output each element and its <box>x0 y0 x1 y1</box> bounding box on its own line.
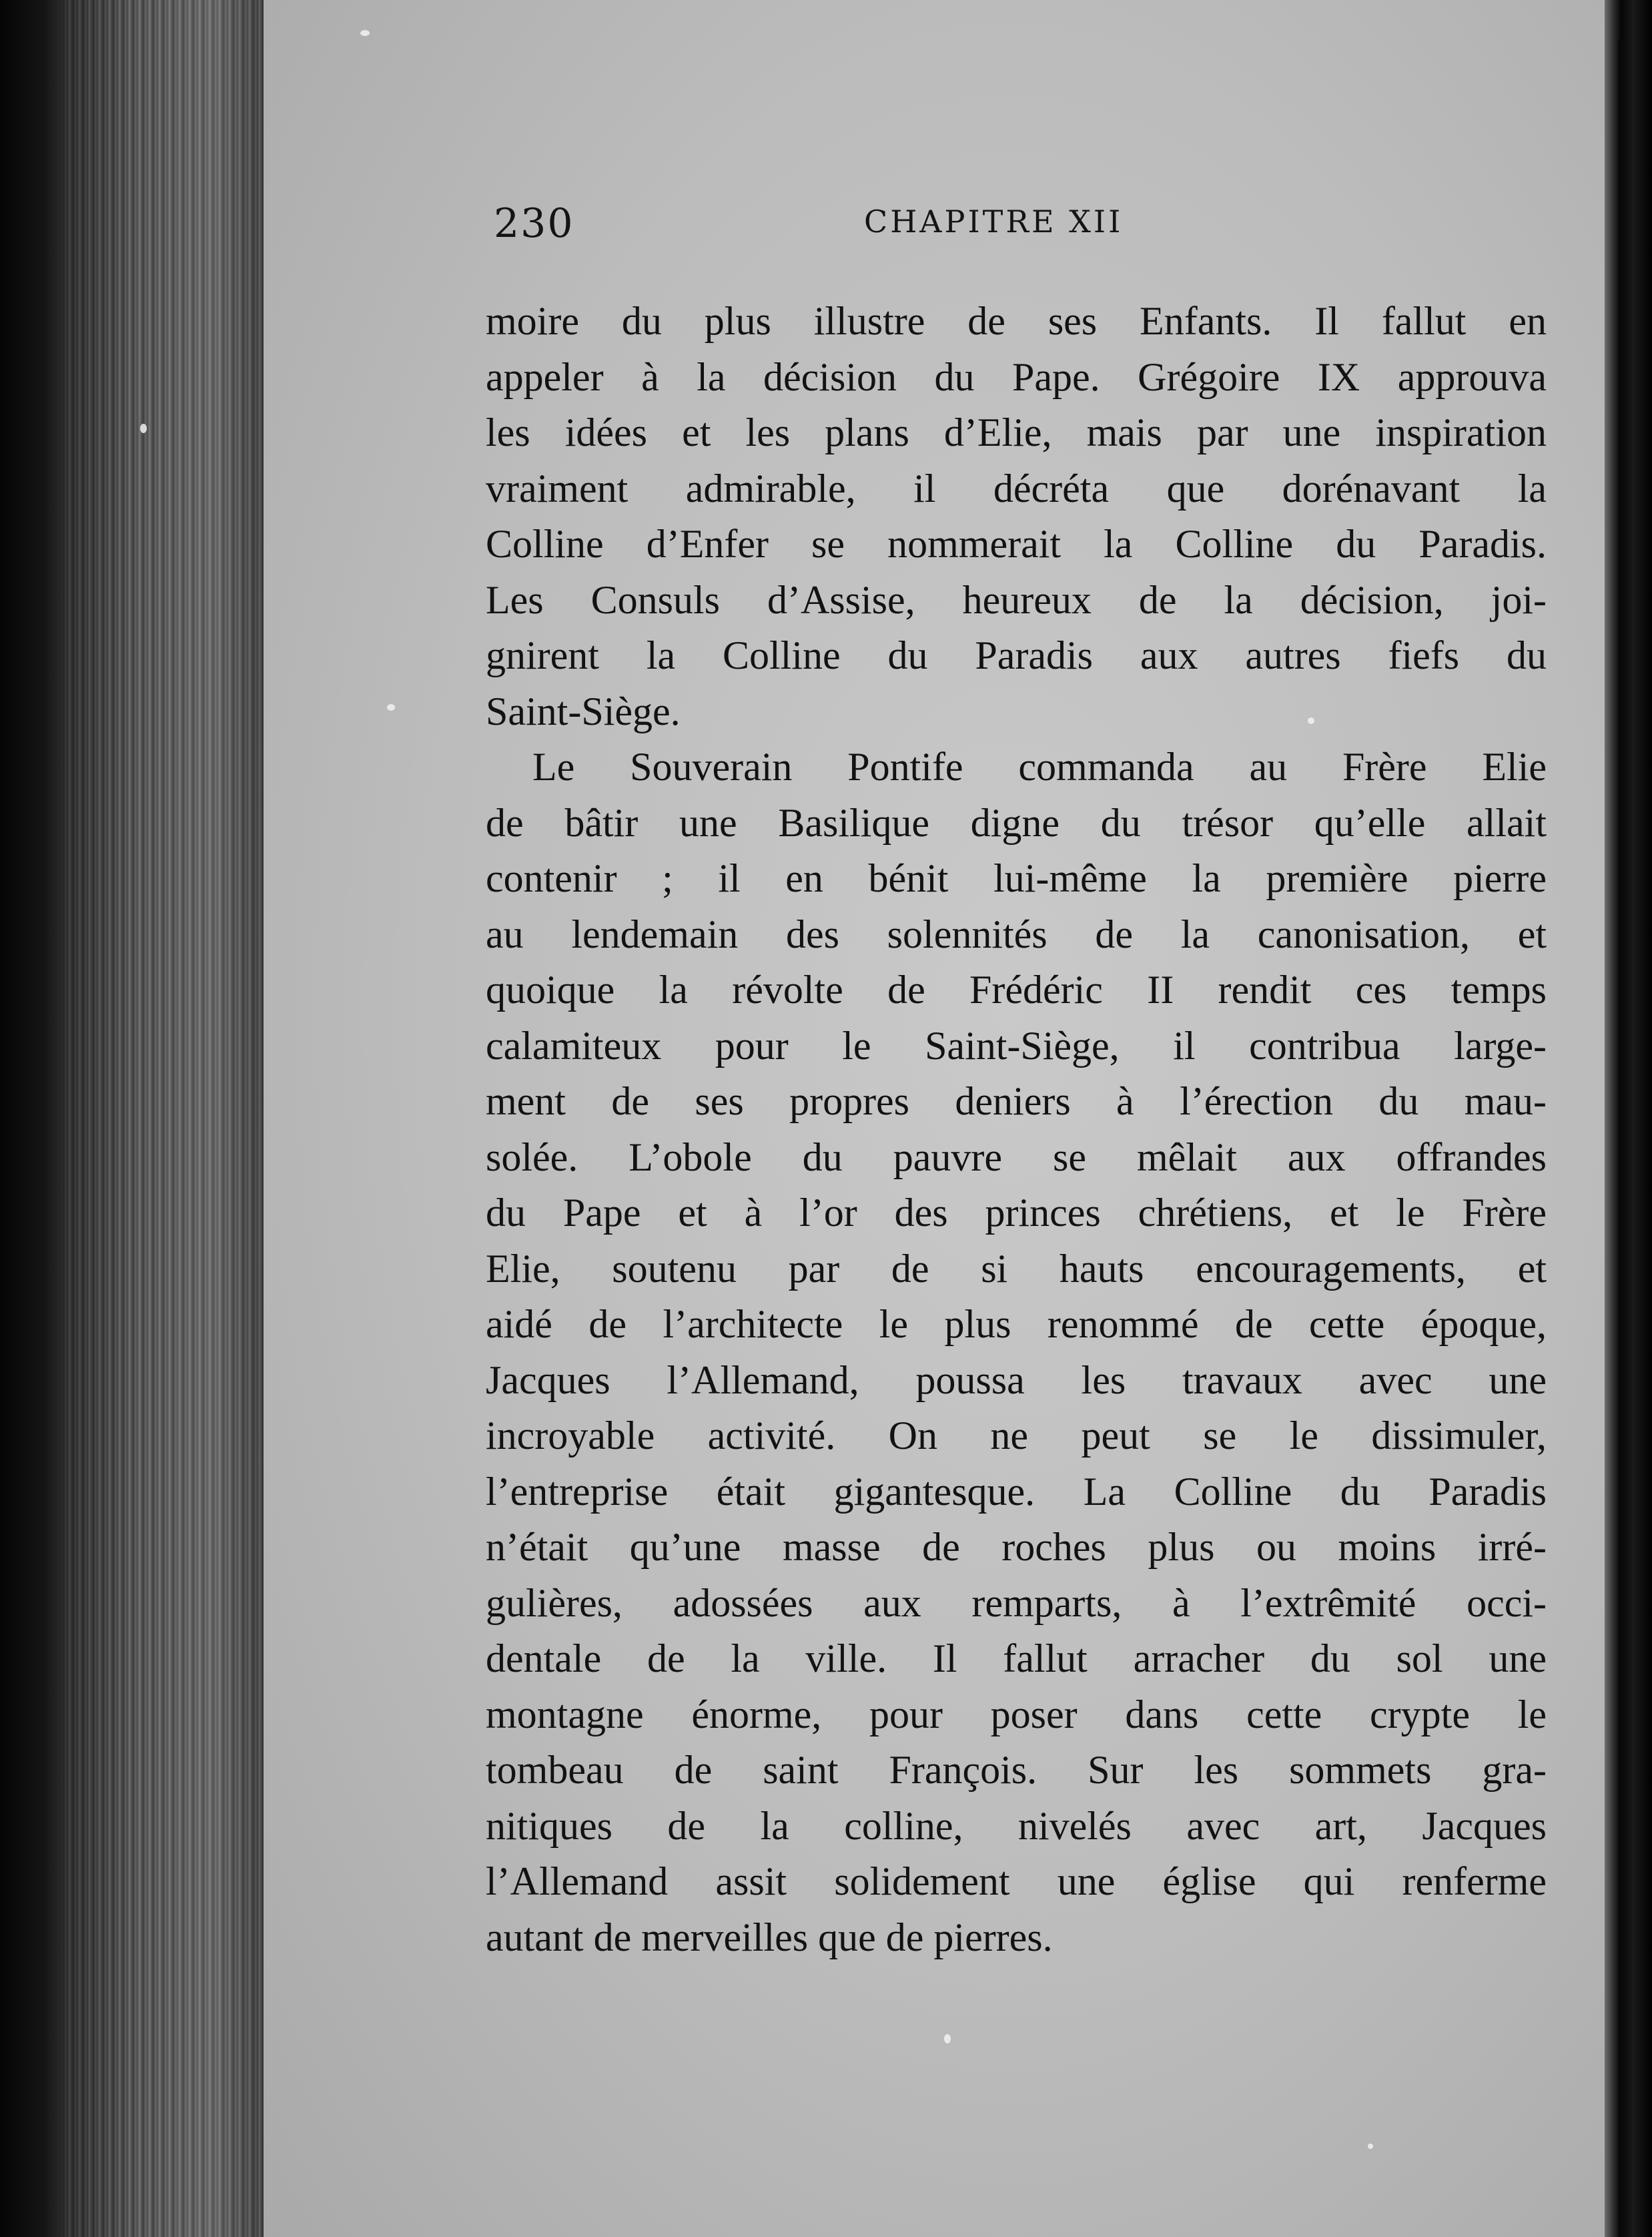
text-line: Saint-Siège. <box>486 689 681 733</box>
text-line: calamiteux pour le Saint-Siège, il contribua large- <box>486 1023 1547 1068</box>
text-line: Les Consuls d’Assise, heureux de la décision, joi- <box>486 577 1547 622</box>
stacked-page-edges <box>63 0 264 2237</box>
text-line: Jacques l’Allemand, poussa les travaux avec une <box>486 1357 1547 1402</box>
body-text <box>486 294 1547 1965</box>
paragraph <box>486 739 1547 1965</box>
text-line: Le Souverain Pontife commanda au Frère Elie <box>532 745 1547 789</box>
book-gutter <box>1605 0 1652 2237</box>
text-line: dentale de la ville. Il fallut arracher du sol une <box>486 1636 1547 1680</box>
text-line: tombeau de saint François. Sur les sommets gra- <box>486 1748 1547 1792</box>
text-line: contenir ; il en bénit lui-même la première pierre <box>486 856 1547 900</box>
text-line: incroyable activité. On ne peut se le dissimuler, <box>486 1413 1547 1458</box>
text-line: de bâtir une Basilique digne du trésor qu’elle allait <box>486 800 1547 845</box>
dust-speck <box>387 704 395 711</box>
text-line: Elie, soutenu par de si hauts encouragements, et <box>486 1246 1547 1291</box>
text-line: gnirent la Colline du Paradis aux autres fiefs du <box>486 633 1547 677</box>
text-line: montagne énorme, pour poser dans cette crypte le <box>486 1692 1547 1736</box>
text-line: les idées et les plans d’Elie, mais par une inspiration <box>486 410 1547 454</box>
text-line: Colline d’Enfer se nommerait la Colline du Paradis. <box>486 522 1547 566</box>
running-head <box>494 200 1568 260</box>
text-line: n’était qu’une masse de roches plus ou moins irré- <box>486 1525 1547 1569</box>
dust-speck <box>360 30 370 36</box>
gutter-edge-line <box>1618 40 1625 2237</box>
chapter-title: CHAPITRE XII <box>864 204 1124 240</box>
text-line: aidé de l’architecte le plus renommé de cette époque, <box>486 1302 1547 1346</box>
text-line: gulières, adossées aux remparts, à l’extrêmité occi- <box>486 1580 1547 1625</box>
dust-speck <box>140 424 147 433</box>
paragraph <box>486 294 1547 739</box>
text-line: vraiment admirable, il décréta que dorénavant la <box>486 466 1547 511</box>
text-line: nitiques de la colline, nivelés avec art, Jacques <box>486 1803 1547 1848</box>
text-line: du Pape et à l’or des princes chrétiens, et le Frère <box>486 1191 1547 1235</box>
scan-left-margin <box>0 0 63 2237</box>
text-line: solée. L’obole du pauvre se mêlait aux offrandes <box>486 1135 1547 1179</box>
dust-speck <box>944 2034 951 2043</box>
page-number: 230 <box>494 200 574 247</box>
text-line: l’Allemand assit solidement une église qui renferme <box>486 1859 1547 1903</box>
text-line: autant de merveilles que de pierres. <box>486 1915 1053 1959</box>
text-line: appeler à la décision du Pape. Grégoire IX approuva <box>486 354 1547 399</box>
text-line: au lendemain des solennités de la canonisation, et <box>486 912 1547 956</box>
text-line: ment de ses propres deniers à l’érection du mau- <box>486 1079 1547 1123</box>
text-line: moire du plus illustre de ses Enfants. Il fallut en <box>486 299 1547 343</box>
dust-speck <box>1368 2144 1373 2149</box>
text-line: l’entreprise était gigantesque. La Colline du Paradis <box>486 1469 1547 1514</box>
text-line: quoique la révolte de Frédéric II rendit ces temps <box>486 968 1547 1012</box>
